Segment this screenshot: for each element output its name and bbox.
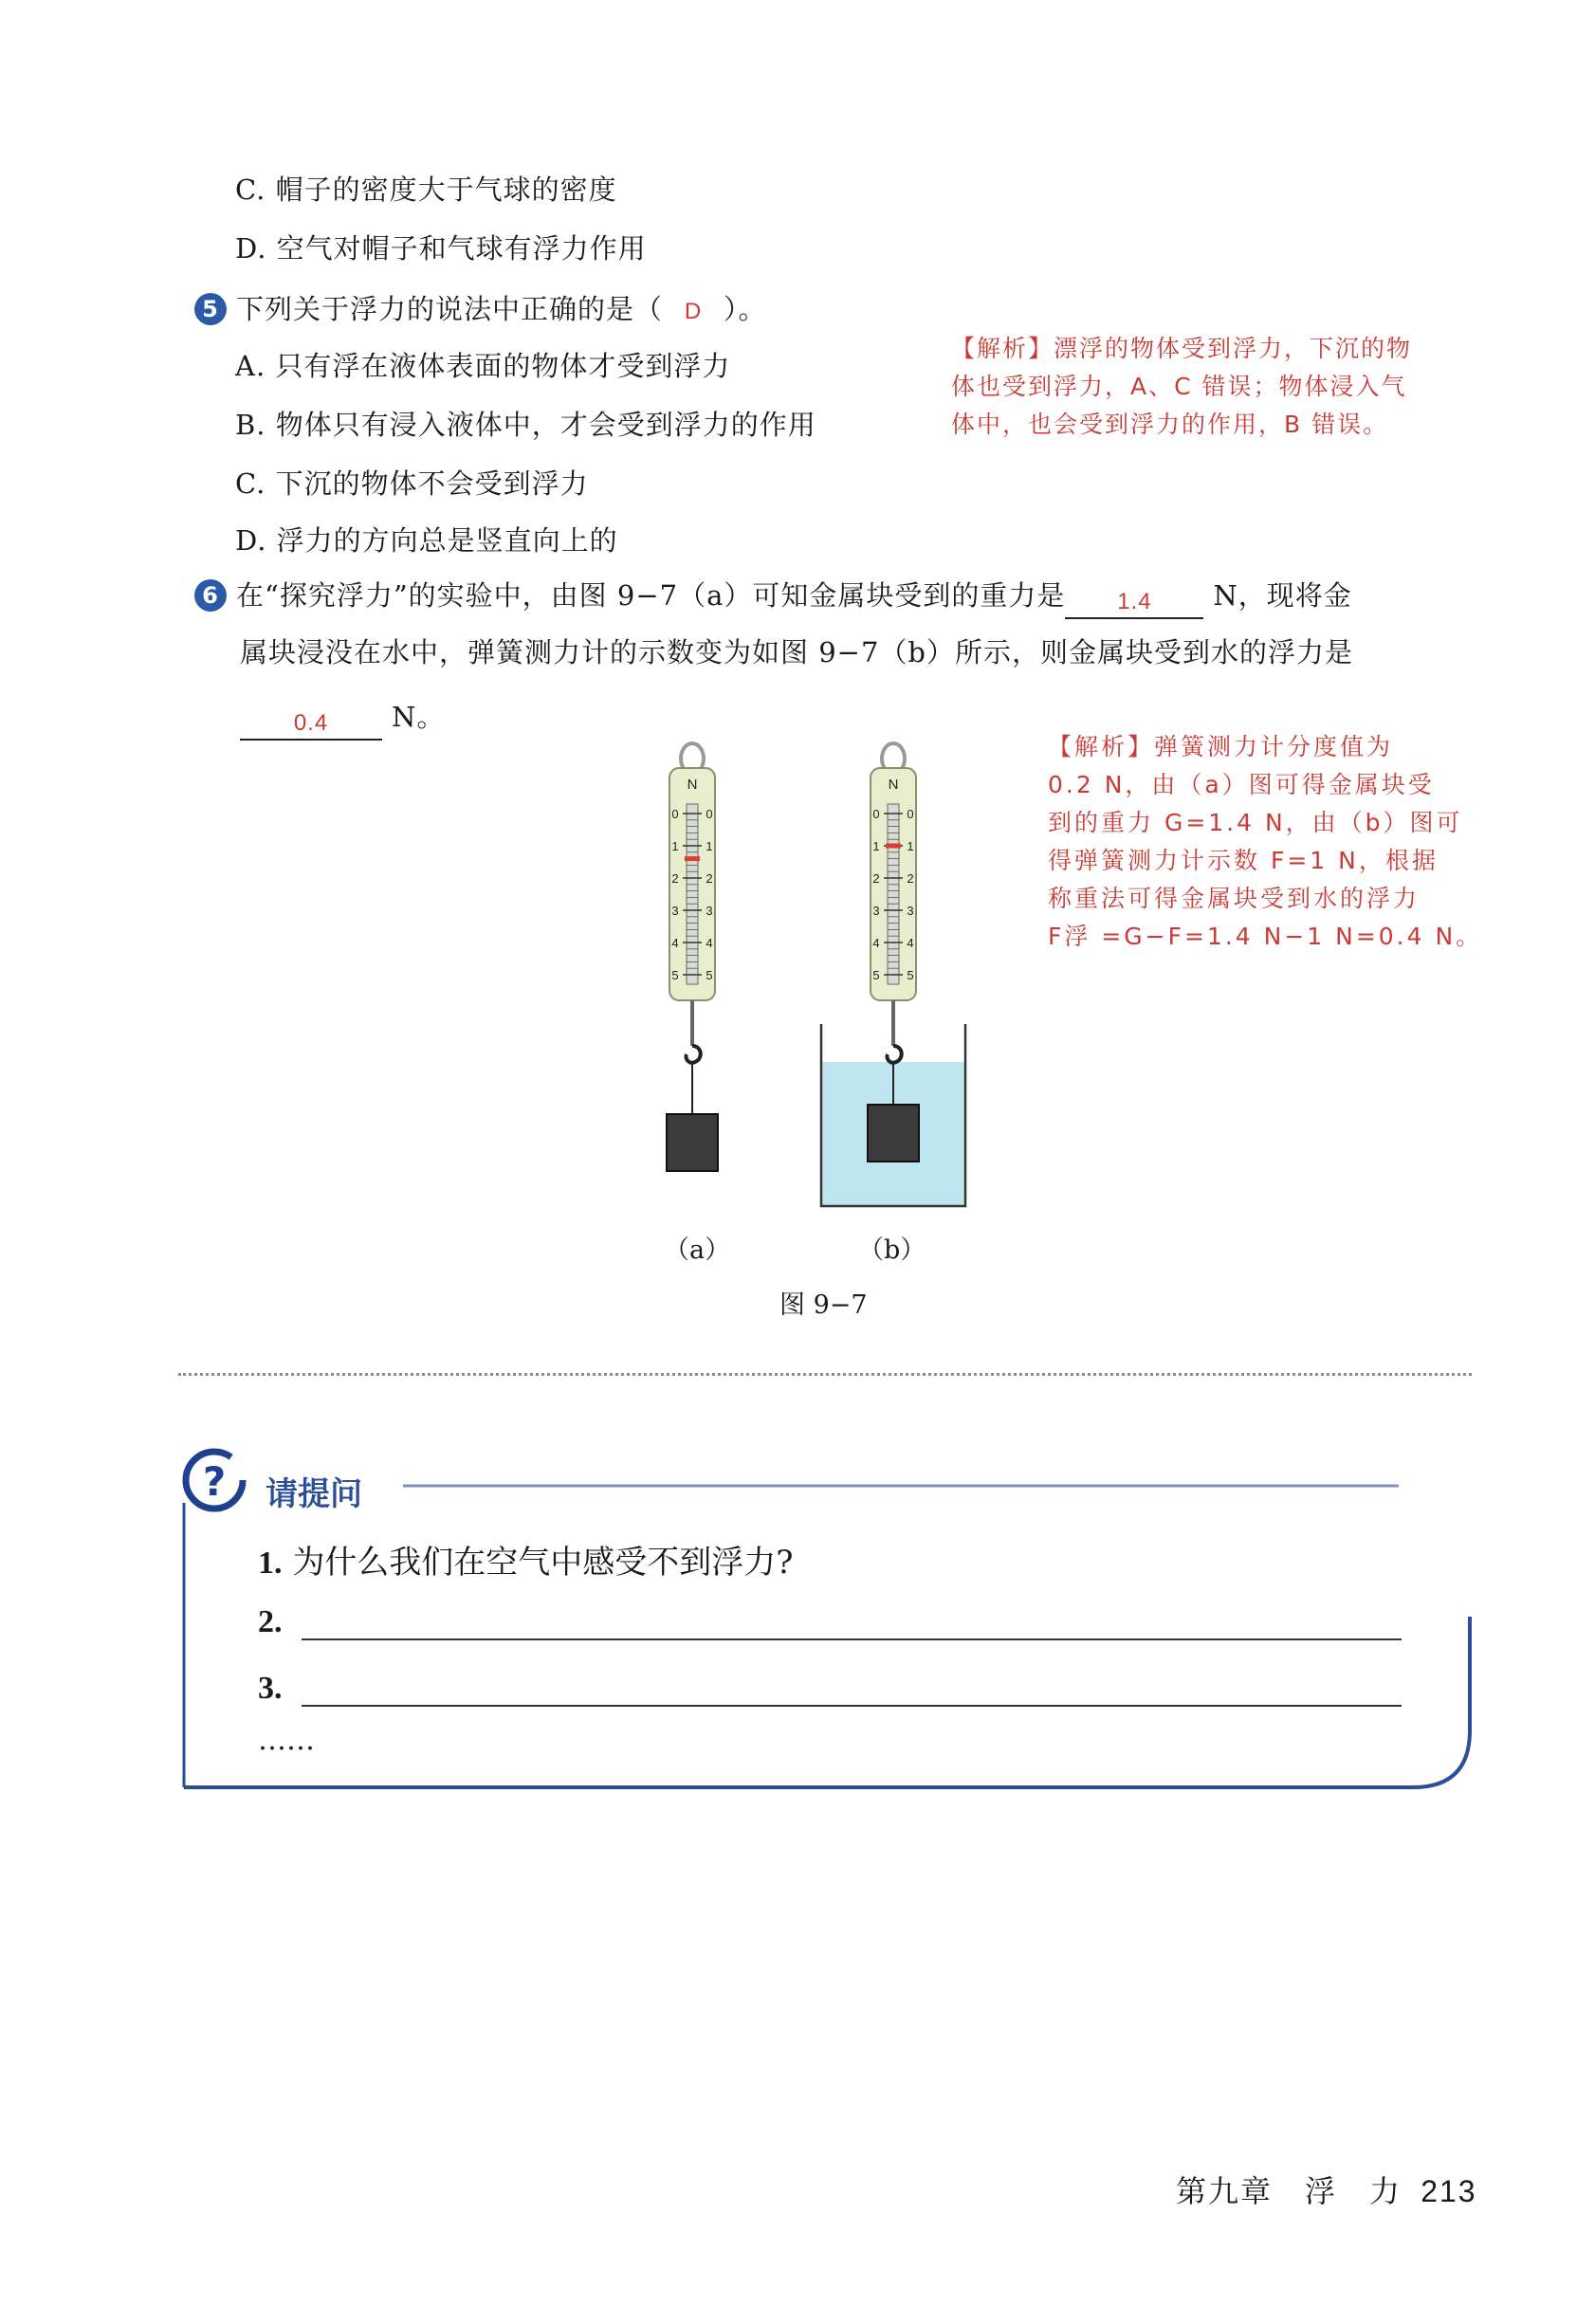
ask-item-1-number: 1. <box>258 1546 283 1581</box>
q5-number-badge: 5 <box>194 293 227 325</box>
q6-line1 <box>194 576 1352 619</box>
ask-item-1-text: 为什么我们在空气中感受不到浮力? <box>292 1544 794 1582</box>
scale-tick-label: 1 <box>907 839 914 853</box>
scale-tick-label: 4 <box>907 936 914 950</box>
scale-tick-label: 4 <box>872 936 880 950</box>
scale-b-pointer <box>886 844 901 849</box>
metal-block-a <box>667 1114 718 1171</box>
q6-analysis-line: 称重法可得金属块受到水的浮力 <box>1048 885 1421 912</box>
q5-stem-before: 下列关于浮力的说法中正确的是（ <box>236 293 664 325</box>
ask-item-2-write-line[interactable] <box>302 1638 1402 1640</box>
ask-ellipsis: …… <box>258 1724 315 1757</box>
scale-tick-label: 4 <box>671 936 679 950</box>
q4-option-c: C. 帽子的密度大于气球的密度 <box>235 174 617 206</box>
scale-tick-label: 3 <box>671 904 679 918</box>
scale-tick-label: 0 <box>872 807 880 821</box>
scale-tick-label: 0 <box>907 807 914 821</box>
ask-item-2-number: 2. <box>258 1604 283 1639</box>
scale-tick-label: 5 <box>872 968 880 982</box>
figure-caption: 图 9−7 <box>779 1290 868 1320</box>
q5-stem <box>194 290 767 331</box>
ask-item-3-write-line[interactable] <box>302 1705 1402 1707</box>
scale-tick-label: 2 <box>706 871 713 886</box>
ask-item-3 <box>258 1669 283 1707</box>
ask-item-3-number: 3. <box>258 1671 283 1706</box>
ask-item-2 <box>258 1602 283 1640</box>
page-footer <box>1176 2168 1477 2211</box>
scale-tick-label: 2 <box>872 871 880 886</box>
q6-answer-2: 0.4 <box>240 706 382 741</box>
q5-stem-after: ）。 <box>724 293 767 325</box>
scale-tick-label: 1 <box>671 839 679 853</box>
q6-line3 <box>240 698 445 741</box>
scale-tick-label: 3 <box>872 904 880 918</box>
scale-tick-label: 1 <box>872 839 880 853</box>
q6-analysis-line: 0.2 N，由（a）图可得金属块受 <box>1048 771 1435 798</box>
q6-line1-after: N，现将金 <box>1213 579 1352 612</box>
scale-tick-label: 3 <box>907 904 914 918</box>
q6-line3-after: N。 <box>392 701 446 733</box>
scale-tick-label: 0 <box>671 807 679 821</box>
spring-scale-a <box>667 743 718 1171</box>
q6-analysis-line: F浮 =G−F=1.4 N−1 N=0.4 N。 <box>1048 923 1483 950</box>
scale-tick-label: 4 <box>706 936 713 950</box>
scale-tick-label: 5 <box>907 968 914 982</box>
q5-option-b: B. 物体只有浸入液体中，才会受到浮力的作用 <box>235 409 816 441</box>
figure-label-a: （a） <box>664 1235 731 1265</box>
q6-analysis-line: 得弹簧测力计示数 F=1 N，根据 <box>1048 847 1439 874</box>
ask-item-1 <box>258 1536 794 1583</box>
q6-analysis <box>1048 728 1482 956</box>
page-number: 213 <box>1421 2174 1477 2208</box>
q6-analysis-line: 【解析】弹簧测力计分度值为 <box>1048 733 1394 760</box>
scale-tick-label: 2 <box>907 871 914 886</box>
ask-title: 请提问 <box>266 1475 362 1513</box>
chapter-title: 第九章 浮 力 <box>1176 2173 1402 2209</box>
q6-number-badge: 6 <box>194 579 227 612</box>
q5-analysis <box>951 330 1412 444</box>
q5-answer: D <box>684 299 703 324</box>
q5-option-a: A. 只有浮在液体表面的物体才受到浮力 <box>235 350 731 382</box>
q5-analysis-line: 【解析】漂浮的物体受到浮力，下沉的物 <box>951 335 1413 362</box>
section-divider <box>178 1373 1472 1376</box>
q6-analysis-line: 到的重力 G=1.4 N，由（b）图可 <box>1048 809 1463 836</box>
q5-option-c: C. 下沉的物体不会受到浮力 <box>235 467 589 500</box>
q5-analysis-line: 体中，也会受到浮力的作用，B 错误。 <box>951 411 1389 438</box>
scale-a-unit: N <box>687 777 698 793</box>
scale-tick-label: 2 <box>671 871 679 886</box>
q6-line1-before: 在“探究浮力”的实验中，由图 9−7（a）可知金属块受到的重力是 <box>236 579 1066 612</box>
scale-tick-label: 5 <box>706 968 713 982</box>
scale-tick-label: 0 <box>706 807 713 821</box>
scale-a-pointer <box>685 856 700 861</box>
scale-tick-label: 1 <box>706 839 713 853</box>
q5-analysis-line: 体也受到浮力，A、C 错误；物体浸入气 <box>951 373 1407 400</box>
q6-line2: 属块浸没在水中，弹簧测力计的示数变为如图 9−7（b）所示，则金属块受到水的浮力是 <box>240 636 1353 668</box>
q5-option-d: D. 浮力的方向总是竖直向上的 <box>235 524 618 557</box>
ask-box-frame <box>171 1436 1479 1797</box>
q6-answer-1: 1.4 <box>1065 585 1203 619</box>
figure-9-7 <box>626 740 1024 1233</box>
scale-b-unit: N <box>888 777 899 793</box>
scale-tick-label: 3 <box>706 904 713 918</box>
metal-block-b <box>868 1105 919 1162</box>
scale-tick-label: 5 <box>671 968 679 982</box>
question-mark-icon: ? <box>202 1458 227 1505</box>
q4-option-d: D. 空气对帽子和气球有浮力作用 <box>235 232 647 265</box>
figure-label-b: （b） <box>858 1235 926 1265</box>
